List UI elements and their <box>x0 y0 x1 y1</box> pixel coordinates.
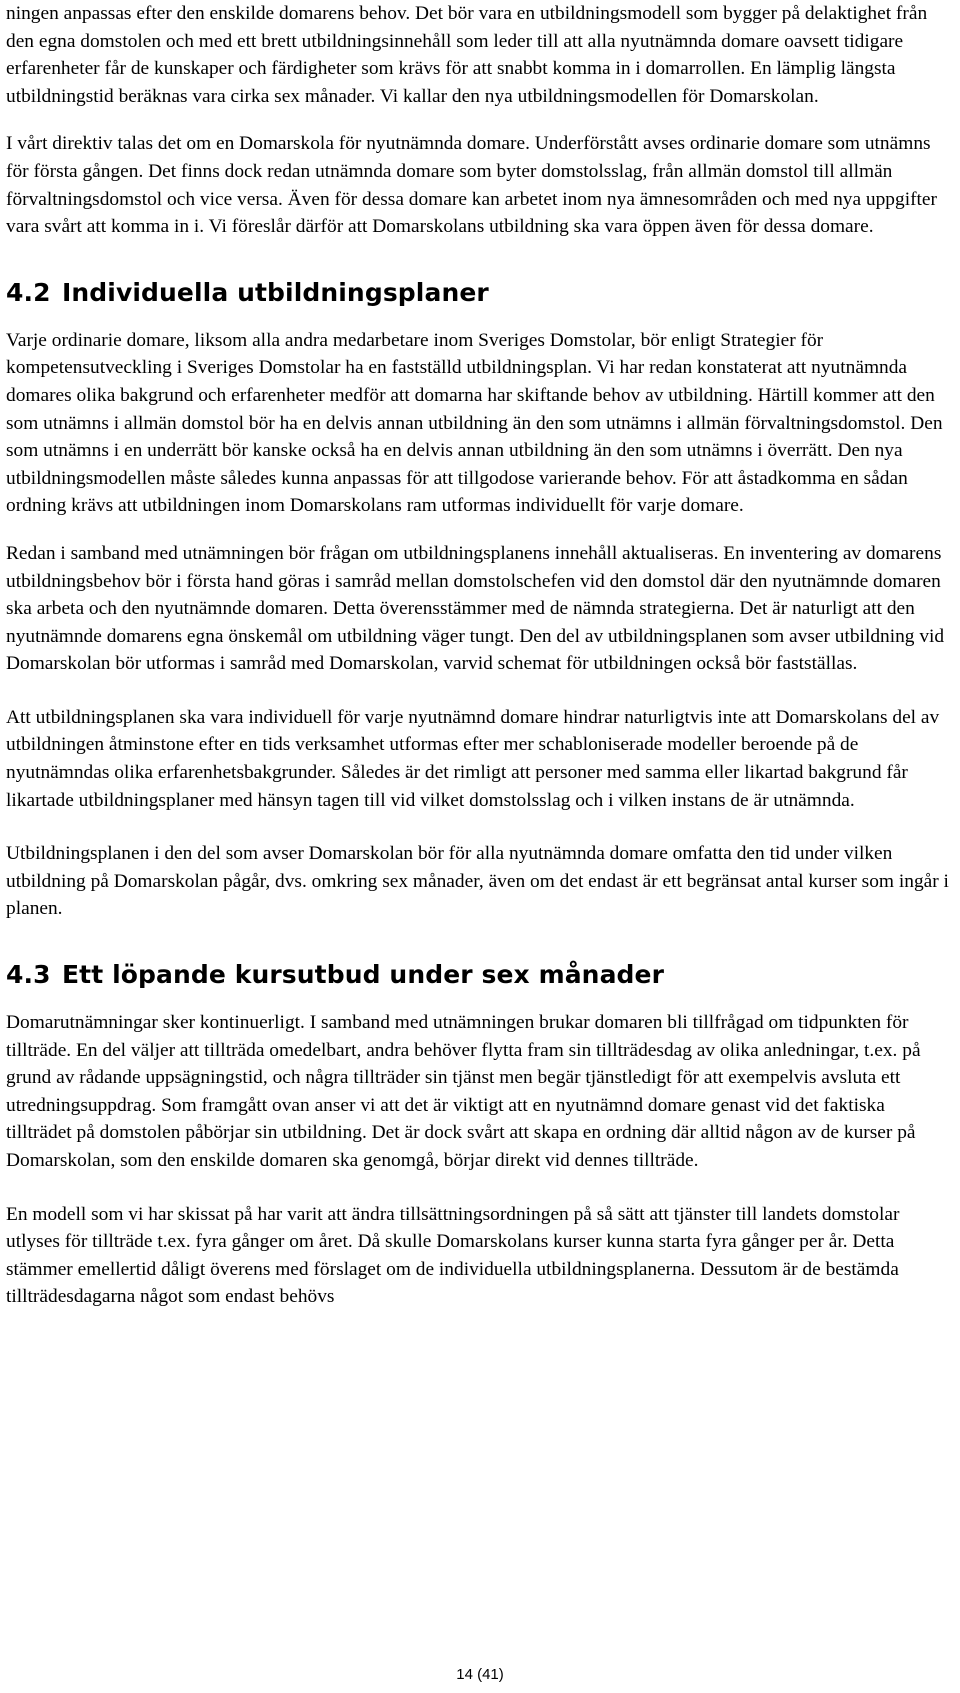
section-number: 4.3 <box>6 960 51 990</box>
body-paragraph: Att utbildningsplanen ska vara individuell för varje nyutnämnd domare hindrar naturligtvis inte att Domarskolans del av utbildningen åtminstone efter en tids verksamhet utformas efter mer schabloniserade modeller beroende på de nyutnämndas olika erfarenhetsbakgrunder. Således är det rimligt att personer med samma eller likartad bakgrund får likartade utbildningsplaner med hänsyn tagen till vid vilket domstolsslag och i vilken instans de är utnämnda. <box>6 706 940 811</box>
section-heading-4-3 <box>6 957 954 993</box>
document-page <box>6 0 954 1311</box>
body-paragraph: En modell som vi har skissat på har varit att ändra tillsättningsordningen på så sätt att tjänster till landets domstolar utlyses för tillträde t.ex. fyra gånger om året. Då skulle Domarskolans kurser kunna starta fyra gånger per år. Detta stämmer emellertid dåligt överens med förslaget om de individuella utbildningsplanerna. Dessutom är de bestämda tillträdesdagarna något som endast behövs <box>6 1203 900 1308</box>
intro-paragraph: I vårt direktiv talas det om en Domarskola för nyutnämnda domare. Underförstått avses ordinarie domare som utnämns för första gången. Det finns dock redan utnämnda domare som byter domstolsslag, från allmän domstol till allmän förvaltningsdomstol och vice versa. Även för dessa domare kan arbetet inom nya ämnesområden och med nya uppgifter vara svårt att komma in i. Vi föreslår därför att Domarskolans utbildning ska vara öppen även för dessa domare. <box>6 133 937 238</box>
page-number: 14 (41) <box>456 1666 504 1683</box>
section-title: Ett löpande kursutbud under sex månader <box>62 960 665 990</box>
body-paragraph: Redan i samband med utnämningen bör frågan om utbildningsplanens innehåll aktualiseras. En inventering av domarens utbildningsbehov bör i första hand göras i samråd mellan domstolschefen vid den domstol där den nyutnämnde domaren ska arbeta och den nyutnämnde domaren. Detta överensstämmer med de nämnda strategierna. Det är naturligt att den nyutnämnde domarens egna önskemål om utbildning väger tungt. Den del av utbildningsplanen som avser utbildning vid Domarskolan bör utformas i samråd med Domarskolan, varvid schemat för utbildningen också bör fastställas. <box>6 542 945 675</box>
section-heading-4-2 <box>6 275 954 311</box>
body-paragraph: Varje ordinarie domare, liksom alla andra medarbetare inom Sveriges Domstolar, bör enligt Strategier för kompetensutveckling i Sveriges Domstolar ha en fastställd utbildningsplan. Vi har redan konstaterat att nyutnämnda domares olika bakgrund och erfarenheter medför att domarna har skiftande behov av utbildning. Härtill kommer att den som utnämns i allmän domstol bör ha en delvis annan utbildning än den som utnämns i allmän förvaltningsdomstol. Den som utnämns i en underrätt bör kanske också ha en delvis annan utbildning än den som utnämns i överrätt. Den nya utbildningsmodellen måste således kunna anpassas för att tillgodose varierande behov. För att åstadkomma en sådan ordning krävs att utbildningen inom Domarskolans ram utformas individuellt för varje domare. <box>6 329 943 517</box>
intro-paragraph: ningen anpassas efter den enskilde domarens behov. Det bör vara en utbildningsmodell som bygger på delaktighet från den egna domstolen och med ett brett utbildningsinnehåll som leder till att alla nyutnämnda domare oavsett tidigare erfarenheter får de kunskaper och färdigheter som krävs för att snabbt komma in i domarrollen. En lämplig längsta utbildningstid beräknas vara cirka sex månader. Vi kallar den nya utbildningsmodellen för Domarskolan. <box>6 3 928 107</box>
body-paragraph: Utbildningsplanen i den del som avser Domarskolan bör för alla nyutnämnda domare omfatta den tid under vilken utbildning på Domarskolan pågår, dvs. omkring sex månader, även om det endast är ett begränsat antal kurser som ingår i planen. <box>6 843 949 920</box>
section-title: Individuella utbildningsplaner <box>62 277 489 307</box>
body-paragraph: Domarutnämningar sker kontinuerligt. I samband med utnämningen brukar domaren bli tillfrågad om tidpunkten för tillträde. En del väljer att tillträda omedelbart, andra behöver flytta fram sin tillträdesdag av olika anledningar, t.ex. på grund av rådande uppsägningstid, och några tillträder sin tjänst men begär tjänstledigt för att exempelvis avsluta ett utredningsuppdrag. Som framgått ovan anser vi att det är viktigt att en nyutnämnd domare genast vid det faktiska tillträdet på domstolen påbörjar sin utbildning. Det är dock svårt att skapa en ordning där alltid någon av de kurser på Domarskolan, som den enskilde domaren ska genomgå, börjar direkt vid dennes tillträde. <box>6 1012 921 1171</box>
section-number: 4.2 <box>6 277 51 307</box>
